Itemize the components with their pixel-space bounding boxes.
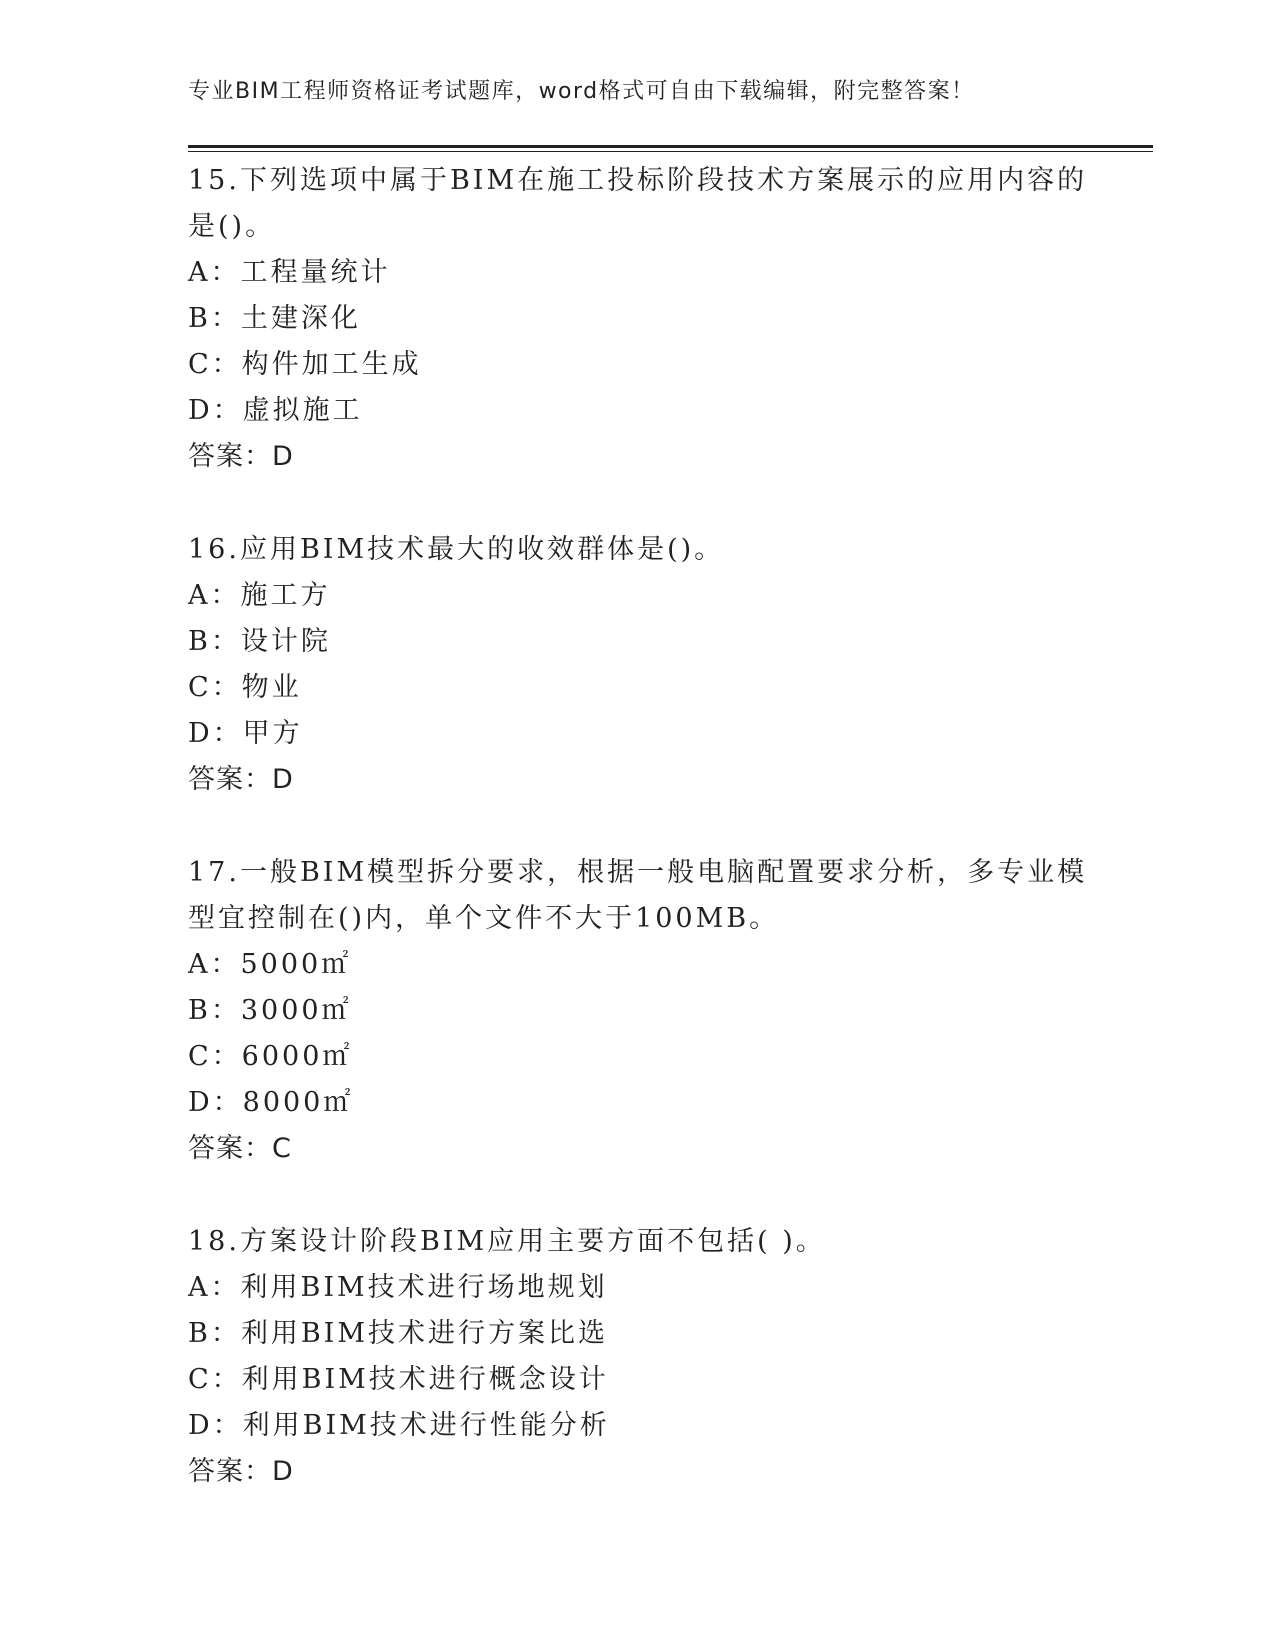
- option-c: C：物业: [188, 672, 302, 703]
- option-c: C：利用BIM技术进行概念设计: [188, 1364, 609, 1395]
- option-d: D：虚拟施工: [188, 395, 363, 426]
- question-16: [188, 527, 1088, 803]
- option-a: A：5000㎡: [188, 949, 352, 980]
- option-b: B：3000㎡: [188, 995, 352, 1026]
- question-title: 17.一般BIM模型拆分要求，根据一般电脑配置要求分析，多专业模型宜控制在()内，单个文件不大于100MB。: [188, 857, 1088, 934]
- question-15: [188, 158, 1088, 480]
- header-rule-thick: [188, 145, 1153, 148]
- answer: 答案：D: [188, 764, 294, 795]
- option-a: A：工程量统计: [188, 257, 391, 288]
- option-b: B：土建深化: [188, 303, 361, 334]
- page-header: 专业BIM工程师资格证考试题库，word格式可自由下载编辑，附完整答案！: [188, 79, 975, 104]
- question-17: [188, 850, 1088, 1172]
- option-d: D：利用BIM技术进行性能分析: [188, 1410, 610, 1441]
- option-b: B：设计院: [188, 626, 331, 657]
- option-d: D：8000㎡: [188, 1087, 354, 1118]
- question-title: 16.应用BIM技术最大的收效群体是()。: [188, 534, 725, 565]
- answer: 答案：D: [188, 441, 294, 472]
- option-c: C：构件加工生成: [188, 349, 422, 380]
- option-d: D：甲方: [188, 718, 303, 749]
- option-b: B：利用BIM技术进行方案比选: [188, 1318, 608, 1349]
- option-a: A：利用BIM技术进行场地规划: [188, 1272, 608, 1303]
- option-c: C：6000㎡: [188, 1041, 353, 1072]
- question-title: 15.下列选项中属于BIM在施工投标阶段技术方案展示的应用内容的是()。: [188, 165, 1088, 242]
- answer: 答案：C: [188, 1133, 292, 1164]
- question-18: [188, 1219, 1088, 1495]
- answer: 答案：D: [188, 1456, 294, 1487]
- question-title: 18.方案设计阶段BIM应用主要方面不包括( )。: [188, 1226, 826, 1257]
- header-rule-thin: [188, 151, 1153, 152]
- option-a: A：施工方: [188, 580, 331, 611]
